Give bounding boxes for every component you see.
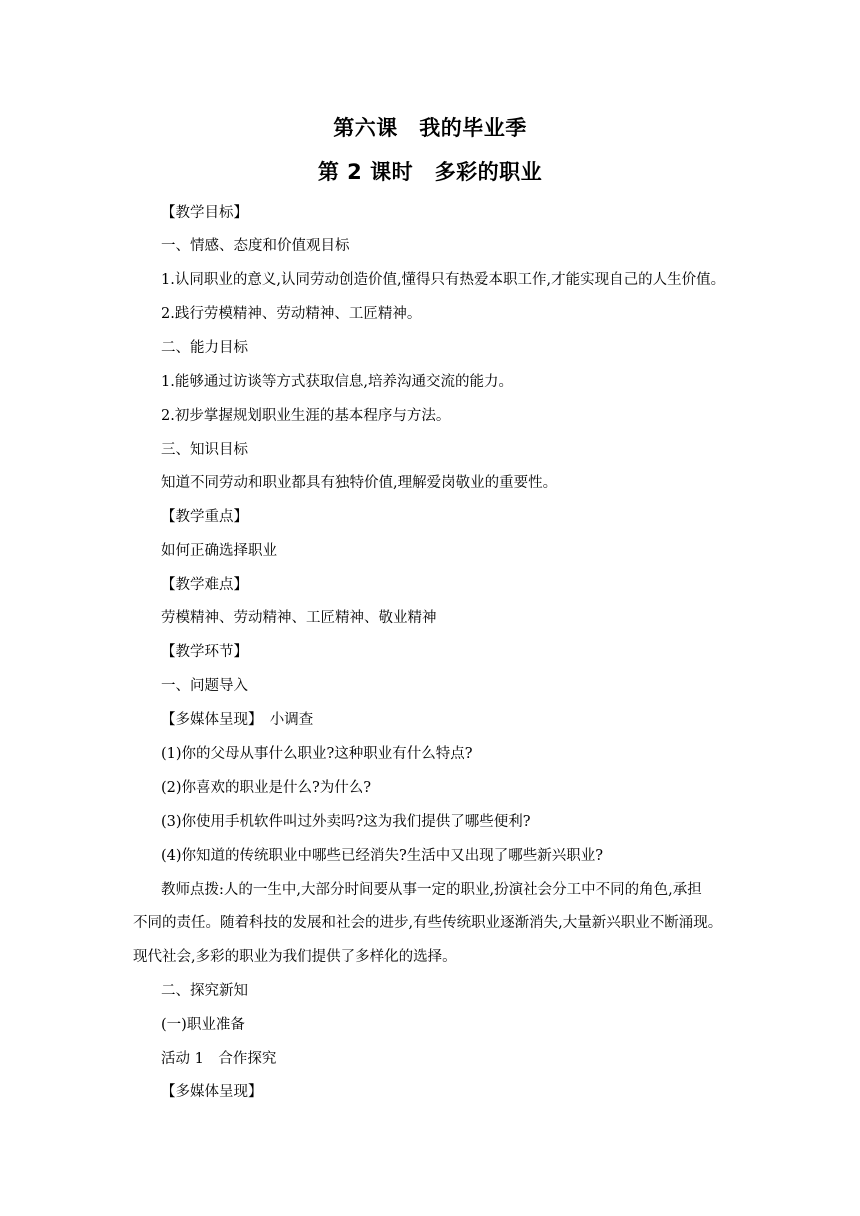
section-heading-objectives: 【教学目标】 bbox=[161, 205, 248, 221]
question-line: (3)你使用手机软件叫过外卖吗?这为我们提供了哪些便利? bbox=[161, 814, 531, 830]
section-heading-key-points: 【教学重点】 bbox=[161, 509, 248, 525]
question-line: (1)你的父母从事什么职业?这种职业有什么特点? bbox=[161, 746, 473, 762]
question-line: (4)你知道的传统职业中哪些已经消失?生活中又出现了哪些新兴职业? bbox=[161, 848, 604, 864]
question-line: (2)你喜欢的职业是什么?为什么? bbox=[161, 780, 372, 796]
paragraph-line: 【多媒体呈现】 小调查 bbox=[161, 712, 314, 728]
activity-line: 活动 1 合作探究 bbox=[161, 1051, 277, 1067]
paragraph-line: 2.践行劳模精神、劳动精神、工匠精神。 bbox=[161, 306, 422, 322]
multimedia-heading: 【多媒体呈现】 bbox=[161, 1084, 263, 1100]
subheading-explore: 二、探究新知 bbox=[161, 983, 248, 999]
paragraph-line: 不同的责任。随着科技的发展和社会的进步,有些传统职业逐渐消失,大量新兴职业不断涌现。 bbox=[133, 915, 723, 931]
subheading-career-prep: (一)职业准备 bbox=[161, 1017, 245, 1033]
paragraph-line: 1.能够通过访谈等方式获取信息,培养沟通交流的能力。 bbox=[161, 374, 513, 390]
paragraph-line: 劳模精神、劳动精神、工匠精神、敬业精神 bbox=[161, 610, 437, 626]
subheading-values: 一、情感、态度和价值观目标 bbox=[161, 238, 350, 254]
paragraph-line: 如何正确选择职业 bbox=[161, 543, 277, 559]
subheading-knowledge: 三、知识目标 bbox=[161, 442, 248, 458]
section-heading-difficulties: 【教学难点】 bbox=[161, 577, 248, 593]
subheading-ability: 二、能力目标 bbox=[161, 340, 248, 356]
lesson-title: 第六课 我的毕业季 bbox=[333, 116, 527, 140]
paragraph-line: 教师点拨:人的一生中,大部分时间要从事一定的职业,扮演社会分工中不同的角色,承担 bbox=[161, 882, 702, 898]
paragraph-line: 2.初步掌握规划职业生涯的基本程序与方法。 bbox=[161, 408, 451, 424]
paragraph-line: 1.认同职业的意义,认同劳动创造价值,懂得只有热爱本职工作,才能实现自己的人生价值。 bbox=[161, 272, 726, 288]
subheading-introduction: 一、问题导入 bbox=[161, 678, 248, 694]
section-heading-procedure: 【教学环节】 bbox=[161, 644, 248, 660]
paragraph-line: 知道不同劳动和职业都具有独特价值,理解爱岗敬业的重要性。 bbox=[161, 475, 558, 491]
paragraph-line: 现代社会,多彩的职业为我们提供了多样化的选择。 bbox=[133, 949, 457, 965]
session-title: 第 2 课时 多彩的职业 bbox=[317, 160, 543, 184]
